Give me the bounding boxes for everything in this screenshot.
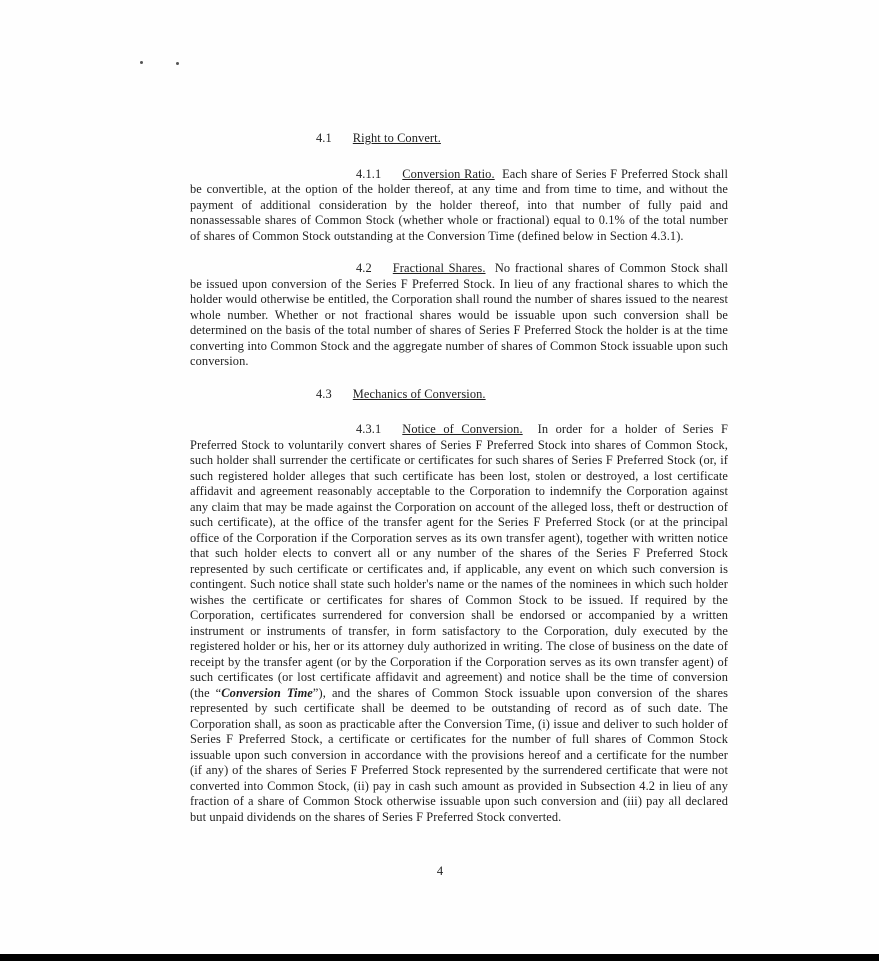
section-paragraph [190,261,728,370]
paragraph-text: Conversion Time [221,685,313,700]
section-title: Mechanics of Conversion. [352,386,486,401]
section-number: 4.3.1 [356,422,382,436]
section-number: 4.2 [356,261,372,275]
document-body [190,131,728,842]
scan-speck [176,62,179,65]
paragraph-text: In order for a holder of Series F Preferred Stock to voluntarily convert shares of Series F Preferred Stock into shares of Common Stock, such holder shall surrender the certificate or certificates for such shares of Series F Preferred Stock (or, if such registered holder alleges that such certificate has been lost, stolen or destroyed, a lost certificate affidavit and agreement reasonably acceptable to the Corporation to indemnify the Corporation against any claim that may be made against the Corporation on account of the alleged loss, theft or destruction of such certificate), at the office of the transfer agent for the Series F Preferred Stock (or at the principal office of the Corporation if the Corporation serves as its own transfer agent), together with written notice that such holder elects to convert all or any number of the shares of the Series F Preferred Stock represented by such certificate or certificates and, if applicable, any event on which such conversion is contingent. Such notice shall state such holder's name or the names of the nominees in which such holder wishes the certificate or certificates for shares of Common Stock to be issued. If required by the Corporation, certificates surrendered for conversion shall be endorsed or accompanied by a written instrument or instruments of transfer, in form satisfactory to the Corporation, duly executed by the registered holder or his, her or its attorney duly authorized in writing. The close of business on the date of receipt by the transfer agent (or by the Corporation if the Corporation serves as its own transfer agent) of such certificates (or lost certificate affidavit and agreement) and notice shall be the time of conversion (the “ [190,422,728,700]
page-number: 4 [436,864,444,878]
section-heading [190,131,728,147]
section-title: Conversion Ratio. [402,166,495,181]
scanner-edge-bar [0,954,879,961]
section-number: 4.1 [316,131,332,145]
section-heading [190,387,728,403]
section-title: Notice of Conversion. [402,422,523,436]
paragraph-text: ”), and the shares of Common Stock issuable upon conversion of the shares represented by such certificate shall be deemed to be outstanding of record as of such date. The Corporation shall, as soon as practicable after the Conversion Time, (i) issue and deliver to such holder of Series F Preferred Stock, a certificate or certificates for the number of full shares of Common Stock issuable upon such conversion in accordance with the provisions hereof and a certificate for the number (if any) of the shares of Series F Preferred Stock represented by the surrendered certificate that were not converted into Common Stock, (ii) pay in cash such amount as provided in Subsection 4.2 in lieu of any fraction of a share of Common Stock otherwise issuable upon such conversion and (iii) pay all declared but unpaid dividends on the shares of Series F Preferred Stock converted. [190,685,728,824]
section-number: 4.3 [316,386,332,401]
section-number: 4.1.1 [356,166,382,181]
section-title: Right to Convert. [352,131,441,145]
section-paragraph [190,167,728,245]
section-paragraph [190,422,728,825]
paragraph-text: Each share of Series F Preferred Stock shall be convertible, at the option of the holder thereof, at any time and from time to time, and without the payment of additional consideration by the holder thereof, into that number of fully paid and nonassessable shares of Common Stock (whether whole or fractional) equal to 0.1% of the total number of shares of Common Stock outstanding at the Conversion Time (defined below in Section 4.3.1). [190,166,729,243]
scan-speck [140,61,143,64]
section-title: Fractional Shares. [392,261,486,275]
paragraph-text: No fractional shares of Common Stock shall be issued upon conversion of the Series F Preferred Stock. In lieu of any fractional shares to which the holder would otherwise be entitled, the Corporation shall round the number of shares issued to the nearest whole number. Whether or not fractional shares would be issuable upon such conversion shall be determined on the basis of the total number of shares of Series F Preferred Stock the holder is at the time converting into Common Stock and the aggregate number of shares of Common Stock issuable upon such conversion. [190,261,728,368]
